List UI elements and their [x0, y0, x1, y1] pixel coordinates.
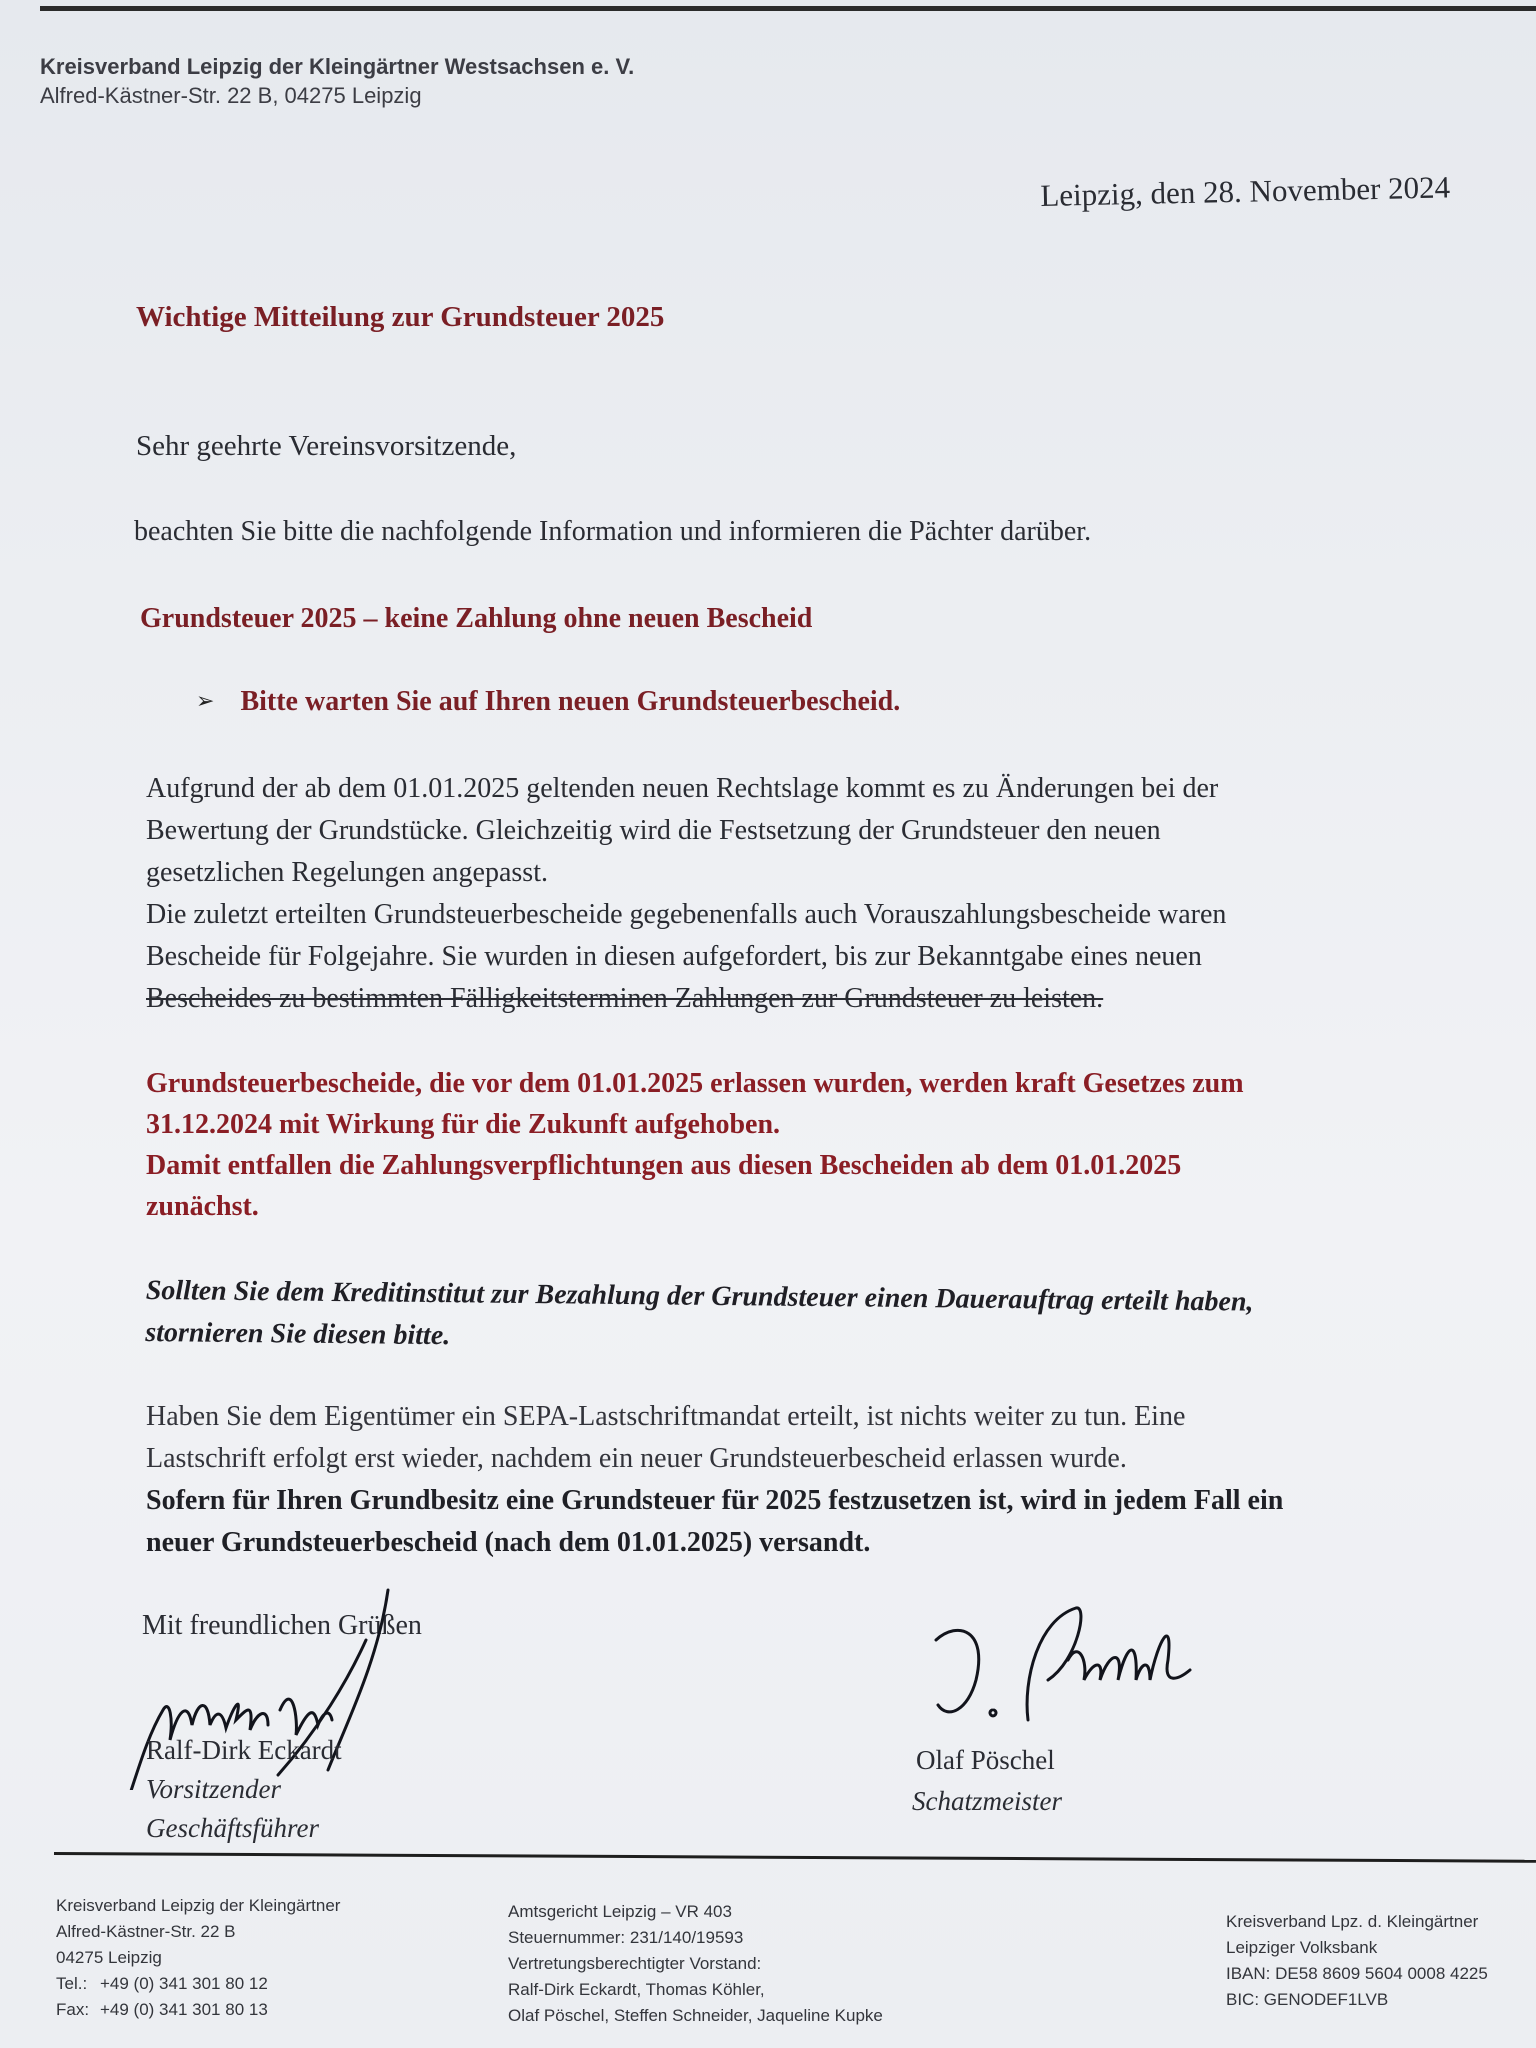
footer-line: Kreisverband Leipzig der Kleingärtner [56, 1896, 341, 1915]
paragraph-line: gesetzlichen Regelungen angepasst. [146, 857, 548, 888]
section-heading: Grundsteuer 2025 – keine Zahlung ohne neuen Bescheid [140, 603, 813, 634]
salutation: Sehr geehrte Vereinsvorsitzende, [136, 430, 517, 462]
sepa-paragraph [146, 1396, 1436, 1564]
standing-order-note [145, 1270, 1436, 1368]
bullet-item [196, 686, 900, 718]
footer-registry [508, 1899, 883, 2029]
signatory-role: Vorsitzender [146, 1774, 281, 1804]
signatory-name: Ralf-Dirk Eckardt [146, 1735, 342, 1765]
note-line: Sollten Sie dem Kreditinstitut zur Bezahlung der Grundsteuer einen Dauerauftrag erteilt haben, [145, 1274, 1254, 1318]
sepa-line: Lastschrift erfolgt erst wieder, nachdem ein neuer Grundsteuerbescheid erlassen wurde. [146, 1443, 1127, 1474]
paragraph-line: Aufgrund der ab dem 01.01.2025 geltenden neuen Rechtslage kommt es zu Änderungen bei der [146, 773, 1219, 804]
footer-line: Steuernummer: 231/140/19593 [508, 1928, 744, 1947]
highlighted-notice [146, 1063, 1436, 1227]
struck-line: Bescheides zu bestimmten Fälligkeitsterminen Zahlungen zur Grundsteuer zu leisten. [146, 983, 1104, 1014]
footer-line: Leipziger Volksbank [1226, 1938, 1378, 1957]
footer-rule [54, 1852, 1536, 1863]
sender-address: Alfred-Kästner-Str. 22 B, 04275 Leipzig [40, 83, 422, 108]
paragraph-line: Die zuletzt erteilten Grundsteuerbescheide gegebenenfalls auch Vorauszahlungsbescheide waren [146, 899, 1227, 930]
footer-line: Ralf-Dirk Eckardt, Thomas Köhler, [508, 1980, 765, 1999]
footer-line: IBAN: DE58 8609 5604 0008 4225 [1226, 1964, 1488, 1983]
letter-subject: Wichtige Mitteilung zur Grundsteuer 2025 [136, 301, 665, 333]
footer-line: Alfred-Kästner-Str. 22 B [56, 1922, 236, 1941]
footer-line: Olaf Pöschel, Steffen Schneider, Jaqueline Kupke [508, 2006, 883, 2025]
footer-tel [56, 1971, 340, 1997]
notice-line: Damit entfallen die Zahlungsverpflichtungen aus diesen Bescheiden ab dem 01.01.2025 [146, 1150, 1182, 1181]
sepa-line: Haben Sie dem Eigentümer ein SEPA-Lastschriftmandat erteilt, ist nichts weiter zu tun. Eine [146, 1401, 1186, 1432]
note-line: stornieren Sie diesen bitte. [145, 1316, 451, 1352]
footer-line: Amtsgericht Leipzig – VR 403 [508, 1902, 732, 1921]
sepa-bold-line: neuer Grundsteuerbescheid (nach dem 01.01.2025) versandt. [146, 1527, 871, 1558]
paragraph-line: Bescheide für Folgejahre. Sie wurden in diesen aufgefordert, bis zur Bekanntgabe eines neuen [146, 941, 1202, 972]
closing-greeting: Mit freundlichen Grüßen [142, 1610, 422, 1641]
sender-org: Kreisverband Leipzig der Kleingärtner Westsachsen e. V. [40, 54, 635, 79]
fax-label: Fax: [56, 2000, 90, 2019]
sender-block [40, 52, 634, 110]
footer-line: BIC: GENODEF1LVB [1226, 1990, 1389, 2009]
footer-fax [56, 1997, 340, 2023]
signatory-name: Olaf Pöschel [916, 1745, 1055, 1775]
letter-date: Leipzig, den 28. November 2024 [1040, 169, 1451, 213]
notice-line: Grundsteuerbescheide, die vor dem 01.01.2025 erlassen wurden, werden kraft Gesetzes zum [146, 1068, 1244, 1099]
notice-line: 31.12.2024 mit Wirkung für die Zukunft aufgehoben. [146, 1109, 781, 1140]
bullet-text: Bitte warten Sie auf Ihren neuen Grundsteuerbescheid. [240, 686, 901, 717]
signature-poeschel [928, 1600, 1198, 1740]
paragraph-legal-change [146, 768, 1436, 1020]
footer-line: Kreisverband Lpz. d. Kleingärtner [1226, 1912, 1479, 1931]
notice-line: zunächst. [146, 1191, 259, 1222]
intro-text: beachten Sie bitte die nachfolgende Information und informieren die Pächter darüber. [134, 516, 1092, 547]
fax-number: +49 (0) 341 301 80 13 [100, 2000, 268, 2019]
footer-bank [1226, 1909, 1488, 2013]
paragraph-line: Bewertung der Grundstücke. Gleichzeitig wird die Festsetzung der Grundsteuer den neuen [146, 815, 1161, 846]
tel-label: Tel.: [56, 1974, 88, 1993]
footer-line: Vertretungsberechtigter Vorstand: [508, 1954, 762, 1973]
signatory-role: Geschäftsführer [146, 1813, 319, 1843]
arrow-bullet-icon: ➢ [196, 689, 215, 714]
tel-number: +49 (0) 341 301 80 12 [100, 1974, 268, 1993]
sepa-bold-line: Sofern für Ihren Grundbesitz eine Grundsteuer für 2025 festzusetzen ist, wird in jedem Fall ein [146, 1485, 1284, 1516]
top-rule [40, 6, 1536, 11]
signatory-role: Schatzmeister [912, 1786, 1062, 1816]
footer-address [56, 1893, 340, 2023]
footer-line: 04275 Leipzig [56, 1948, 162, 1967]
